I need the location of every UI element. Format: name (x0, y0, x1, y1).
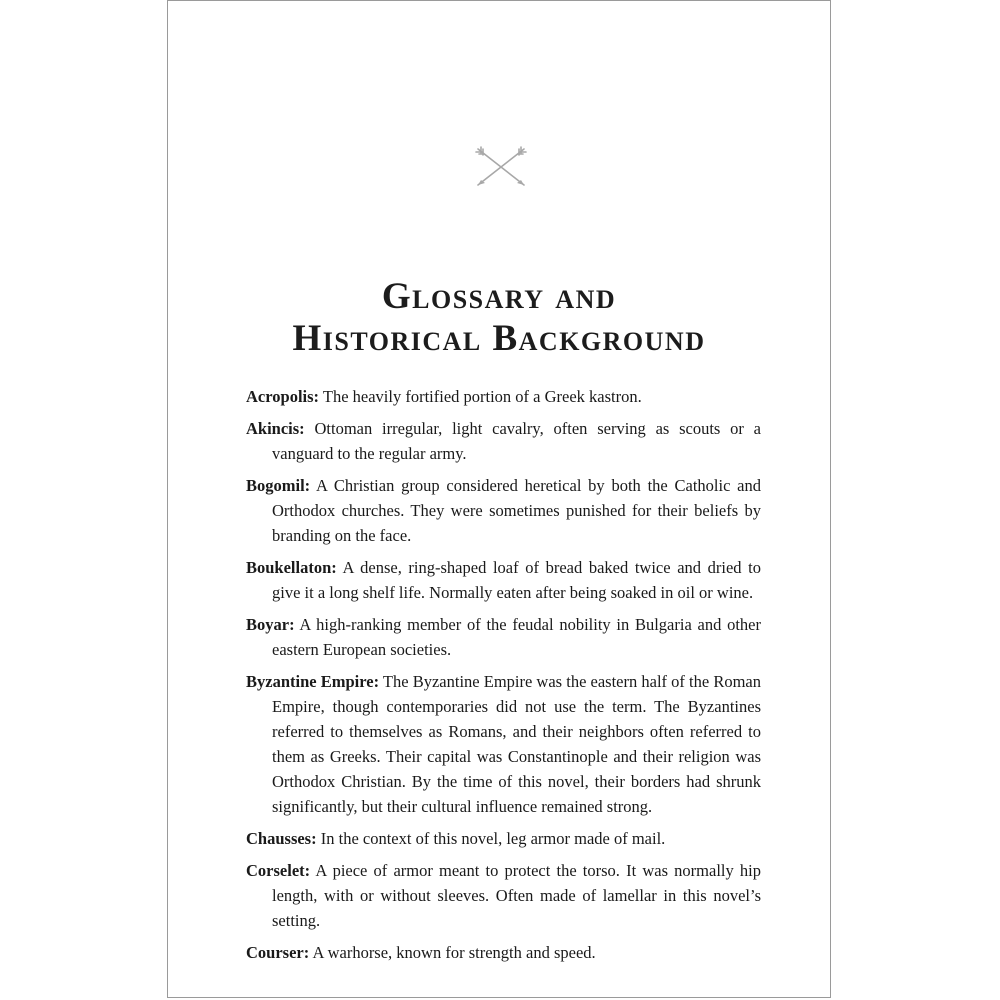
glossary-definition: A warhorse, known for strength and speed. (312, 943, 596, 962)
glossary-entry-bogomil (246, 473, 761, 548)
glossary-entry-corselet (246, 858, 761, 933)
glossary-list (246, 384, 761, 972)
title-line-1: Glossary and (381, 275, 617, 317)
glossary-definition: A piece of armor meant to protect the torso. It was normally hip length, with or without sleeves. Often made of lamellar in this novel’s setting. (272, 861, 761, 930)
glossary-definition: A high-ranking member of the feudal nobility in Bulgaria and other eastern European societies. (272, 615, 762, 659)
glossary-term: Corselet: (246, 861, 311, 880)
glossary-entry-courser (246, 940, 761, 965)
page-title (168, 276, 830, 360)
glossary-entry-chausses (246, 826, 761, 851)
glossary-term: Akincis: (246, 419, 305, 438)
glossary-term: Acropolis: (246, 387, 320, 406)
glossary-definition: In the context of this novel, leg armor made of mail. (320, 829, 666, 848)
crossed-arrows-icon (472, 143, 530, 191)
book-page (167, 0, 831, 998)
title-line-2: Historical Background (292, 317, 706, 359)
glossary-entry-boukellaton (246, 555, 761, 605)
glossary-entry-boyar (246, 612, 761, 662)
glossary-term: Bogomil: (246, 476, 311, 495)
glossary-entry-akincis (246, 416, 761, 466)
glossary-definition: A Christian group considered heretical by both the Catholic and Orthodox churches. They were sometimes punished for their beliefs by branding on the face. (272, 476, 762, 545)
glossary-term: Boukellaton: (246, 558, 337, 577)
glossary-entry-byzantine-empire (246, 669, 761, 819)
glossary-entry-acropolis (246, 384, 761, 409)
glossary-term: Chausses: (246, 829, 317, 848)
glossary-definition: The heavily fortified portion of a Greek kastron. (322, 387, 642, 406)
glossary-definition: A dense, ring-shaped loaf of bread baked twice and dried to give it a long shelf life. Normally eaten after being soaked in oil or wine. (272, 558, 761, 602)
glossary-term: Boyar: (246, 615, 295, 634)
glossary-term: Courser: (246, 943, 310, 962)
glossary-definition: Ottoman irregular, light cavalry, often serving as scouts or a vanguard to the regular army. (272, 419, 761, 463)
glossary-term: Byzantine Empire: (246, 672, 380, 691)
glossary-definition: The Byzantine Empire was the eastern half of the Roman Empire, though contemporaries did not use the term. The Byzantines referred to themselves as Romans, and their neighbors often referred to them as Greeks. Their capital was Constantinople and their religion was Orthodox Christian. By the time of this novel, their borders had shrunk significantly, but their cultural influence remained strong. (272, 672, 761, 816)
